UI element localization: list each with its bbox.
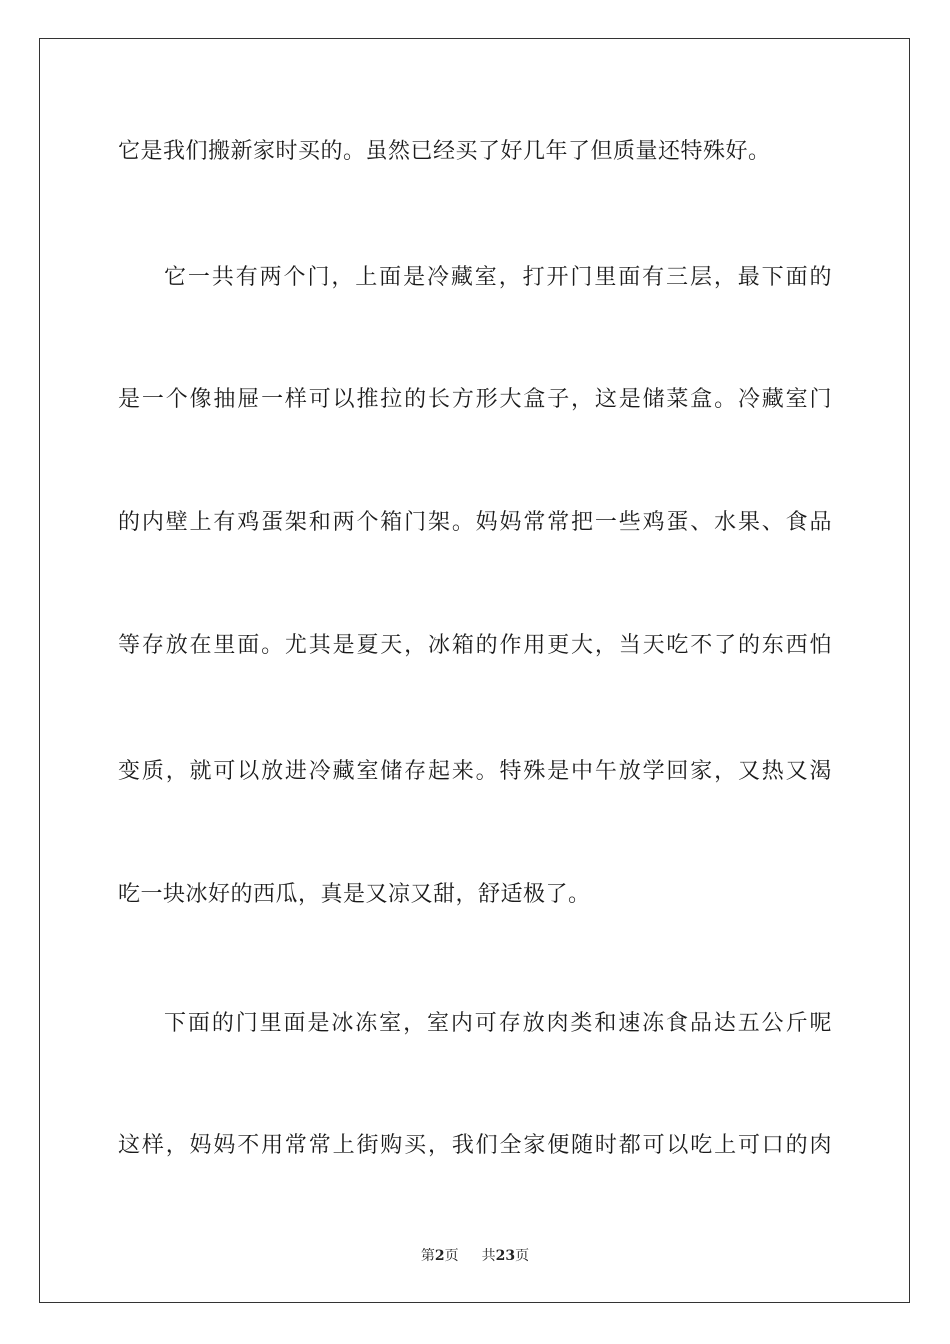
text-line-8: 下面的门里面是冰冻室，室内可存放肉类和速冻食品达五公斤呢 (164, 1011, 832, 1036)
total-prefix: 共 (481, 1248, 496, 1264)
text-line-6: 变质，就可以放进冷藏室储存起来。特殊是中午放学回家，又热又渴 (118, 759, 832, 784)
text-line-2: 它一共有两个门，上面是冷藏室，打开门里面有三层，最下面的 (164, 265, 832, 290)
text-line-3: 是一个像抽屉一样可以推拉的长方形大盒子，这是储菜盒。冷藏室门 (118, 387, 832, 412)
text-line-4: 的内壁上有鸡蛋架和两个箱门架。妈妈常常把一些鸡蛋、水果、食品 (118, 510, 832, 535)
page-border (39, 38, 910, 1303)
total-suffix: 页 (515, 1248, 530, 1264)
page-total-label (482, 1247, 529, 1265)
page-number-label (421, 1247, 459, 1265)
page-prefix: 第 (420, 1248, 435, 1264)
text-line-5: 等存放在里面。尤其是夏天，冰箱的作用更大，当天吃不了的东西怕 (118, 633, 832, 658)
page-footer (0, 1247, 950, 1265)
text-line-9: 这样，妈妈不用常常上街购买，我们全家便随时都可以吃上可口的肉 (118, 1133, 832, 1158)
total-number: 23 (495, 1248, 516, 1264)
page-suffix: 页 (444, 1248, 459, 1264)
text-line-7: 吃一块冰好的西瓜，真是又凉又甜，舒适极了。 (118, 882, 591, 907)
page-number: 2 (434, 1248, 445, 1264)
text-line-1: 它是我们搬新家时买的。虽然已经买了好几年了但质量还特殊好。 (118, 139, 771, 164)
